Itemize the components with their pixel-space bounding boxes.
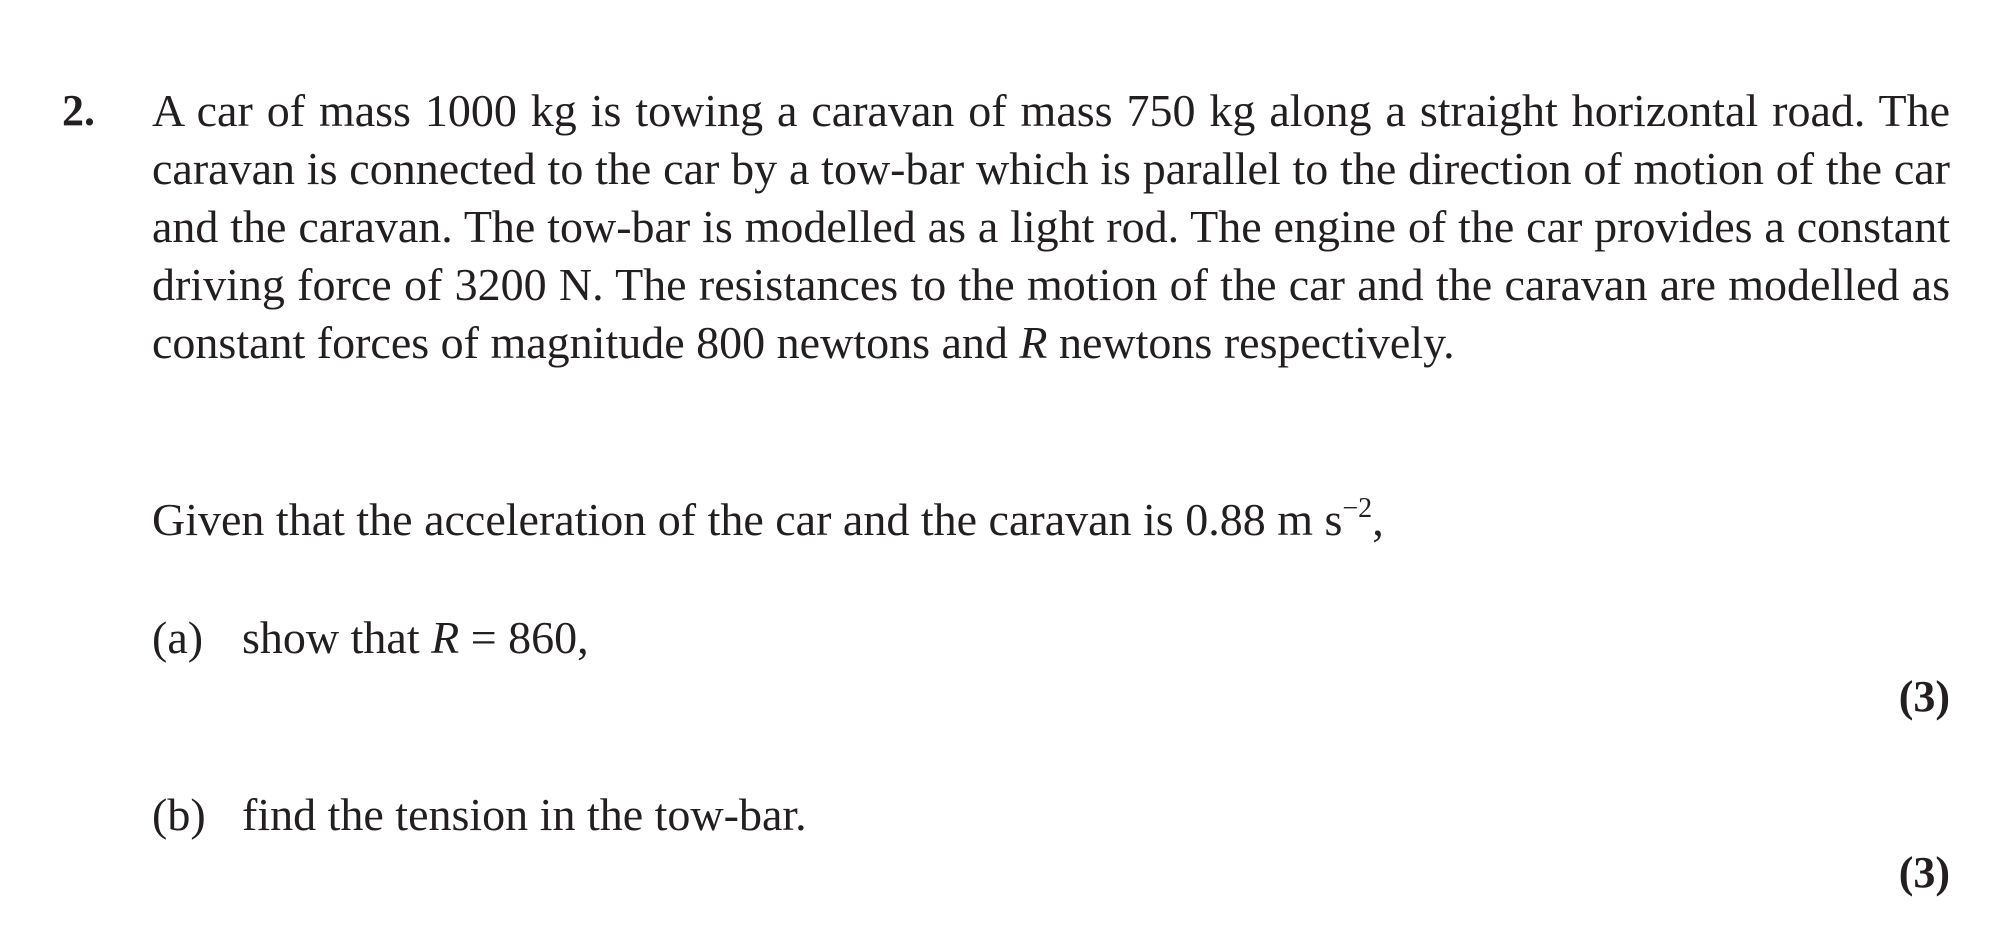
- given-suffix: ,: [1372, 494, 1384, 545]
- question-number: 2.: [62, 86, 95, 135]
- part-a-post: = 860,: [459, 612, 589, 663]
- given-statement: [152, 491, 1384, 556]
- part-a-marks: (3): [1898, 672, 1950, 721]
- stem-tail: newtons respectively.: [1047, 317, 1455, 368]
- part-a-variable: R: [431, 612, 460, 663]
- part-b-text: find the tension in the tow-bar.: [242, 789, 807, 840]
- part-a-pre: show that: [242, 612, 432, 663]
- part-b-label: (b): [152, 789, 206, 840]
- variable-r: R: [1019, 317, 1048, 368]
- part-a-label: (a): [152, 612, 204, 663]
- given-exponent: −2: [1342, 493, 1373, 524]
- part-b-marks: (3): [1898, 848, 1950, 897]
- part-b: [152, 786, 807, 844]
- given-text: Given that the acceleration of the car and the caravan is 0.88 m s: [152, 494, 1343, 545]
- part-a: [152, 609, 589, 667]
- question-stem: [152, 82, 1950, 372]
- stem-text: A car of mass 1000 kg is towing a caravan of mass 750 kg along a straight horizontal road. The caravan is connected to the car by a tow-bar which is parallel to the direction of motion of the car and the caravan. The tow-bar is modelled as a light rod. The engine of the car provides a constant driving force of 3200 N. The resistances to the motion of the car and the caravan are modelled as constant forces of magnitude 800 newtons and: [152, 85, 1950, 368]
